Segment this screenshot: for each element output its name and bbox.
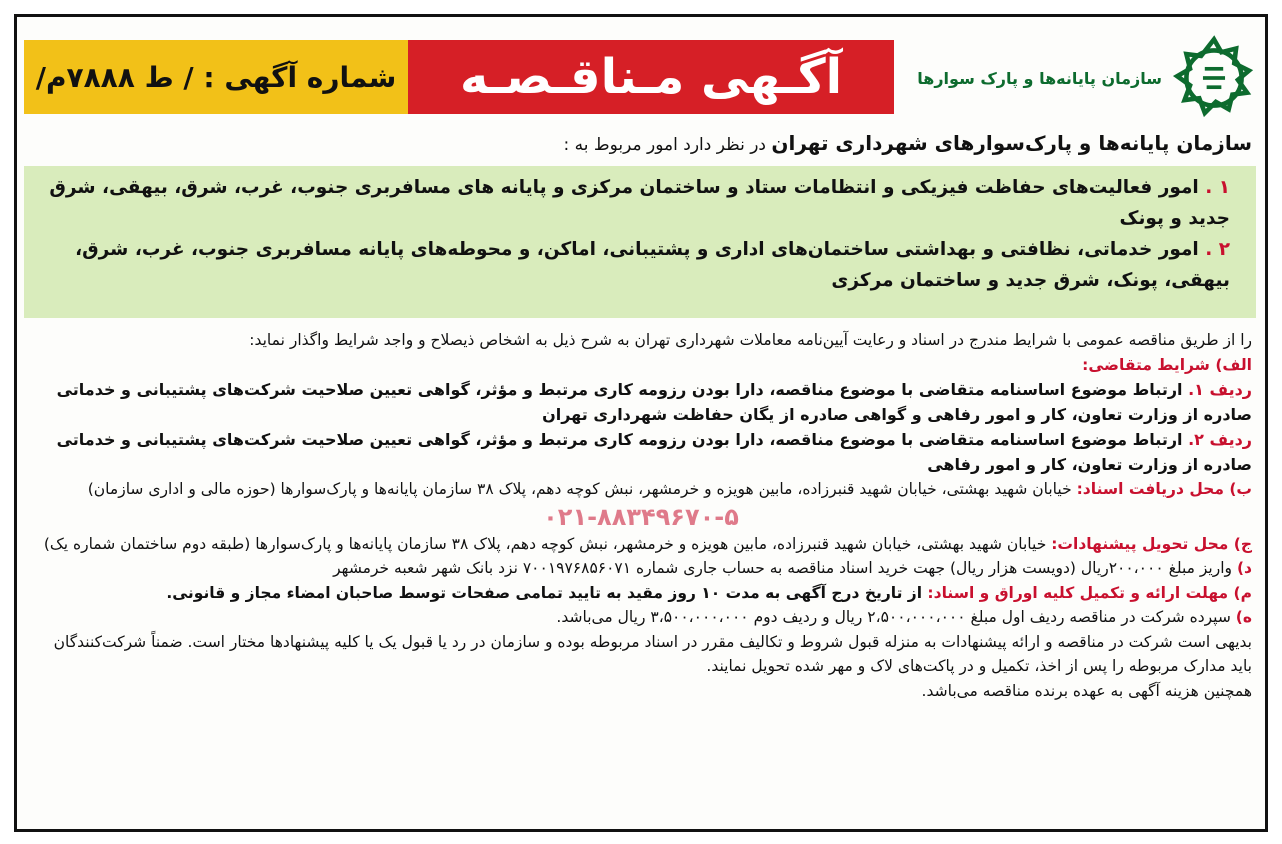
logo-caption: سازمان پایانه‌ها و پارک سوارها (917, 68, 1162, 88)
condition-row-1 (30, 377, 1252, 427)
scope-item-text: امور خدماتی، نظافتی و بهداشتی ساختمان‌های اداری و پشتیبانی، اماکن، و محوطه‌های پایانه مسافربری جنوب، غرب، شرق، بیهقی، پونک، شرق جدید و ساختمان مرکزی (75, 239, 1230, 291)
payment-text: واریز مبلغ ۲۰۰،۰۰۰ریال (دویست هزار ریال) جهت خرید اسناد مناقصه به حساب جاری شماره ۷۰۰۱۹۷۶۸۵۶۰۷۱ نزد بانک شهر شعبه خرمشهر (333, 559, 1237, 577)
scope-item-1 (34, 172, 1230, 234)
tender-line: را از طریق مناقصه عمومی با شرایط مندرج در اسناد و رعایت آیین‌نامه معاملات شهرداری تهران به شرح ذیل به اشخاص ذیصلاح و واجد شرایط واگذار نماید: (249, 331, 1252, 349)
payment-label: د) (1236, 559, 1252, 577)
scope-item-number: ۱ . (1205, 177, 1230, 198)
closing-paragraph: بدیهی است شرکت در مناقصه و ارائه پیشنهادات به منزله قبول شروط و تکالیف مقرر در اسناد مربوطه بوده و سازمان در رد یا قبول یک یا کلیه پیشنهادها مختار است. ضمناً شرکت‌کنندگان باید مدارک مربوطه را پس از اخذ، تکمیل و در پاکت‌های لاک و مهر شده تحویل نمایند. (53, 632, 1252, 675)
proposal-delivery-text: خیابان شهید بهشتی، خیابان شهید قنبرزاده، مابین هویزه و خرمشهر، نبش کوچه دهم، پلاک ۳۸ سازمان پایانه‌ها و پارک‌سوارها (طبقه دوم ساختمان شماره یک) (43, 534, 1052, 553)
conditions-heading: الف) شرایط متقاضی: (1082, 355, 1252, 374)
condition-row-2 (30, 427, 1252, 477)
tender-body (30, 328, 1252, 703)
tehran-municipality-logo-icon (1168, 32, 1260, 124)
closing-note: همچنین هزینه آگهی به عهده برنده مناقصه می‌باشد. (921, 681, 1252, 700)
deadline-text: از تاریخ درج آگهی به مدت ۱۰ روز مقید به تایید تمامی صفحات توسط صاحبان امضاء مجاز و قانونی. (166, 583, 928, 602)
phone-number: ۰۲۱-۸۸۳۴۹۶۷۰-۵ (543, 502, 739, 531)
intro-rest: در نظر دارد امور مربوط به : (563, 135, 772, 155)
org-logo (917, 26, 1260, 130)
organization-name: سازمان پایانه‌ها و پارک‌سوارهای شهرداری تهران (771, 131, 1252, 155)
condition-row-text: ارتباط موضوع اساسنامه متقاضی با موضوع مناقصه، دارا بودن رزومه کاری مرتبط و مؤثر، گواهی تعیین صلاحیت شرکت‌های پشتیبانی و خدماتی صادره از وزارت تعاون، کار و امور رفاهی و گواهی صادره از یگان حفاظت شهرداری تهران (56, 380, 1252, 424)
scope-item-number: ۲ . (1205, 239, 1230, 260)
scope-item-2 (34, 234, 1230, 296)
intro-line (32, 128, 1252, 160)
deposit-text: سپرده شرکت در مناقصه ردیف اول مبلغ ۲،۵۰۰،۰۰۰،۰۰۰ ریال و ردیف دوم ۳،۵۰۰،۰۰۰،۰۰۰ ریال می‌باشد. (556, 608, 1236, 626)
deposit (30, 605, 1252, 630)
doc-receipt (30, 477, 1252, 502)
ad-title-banner: آگـهی مـناقـصـه (408, 40, 894, 114)
deadline (30, 581, 1252, 606)
condition-row-label: ردیف ۲. (1188, 430, 1252, 449)
scope-box (24, 166, 1256, 318)
payment (30, 556, 1252, 581)
deadline-label: م) مهلت ارائه و تکمیل کلیه اوراق و اسناد: (927, 583, 1252, 602)
condition-row-text: ارتباط موضوع اساسنامه متقاضی با موضوع مناقصه، دارا بودن رزومه کاری مرتبط و مؤثر، گواهی تعیین صلاحیت شرکت‌های پشتیبانی و خدماتی صادره از وزارت تعاون، کار و امور رفاهی (56, 430, 1252, 474)
doc-receipt-text: خیابان شهید بهشتی، خیابان شهید قنبرزاده، مابین هویزه و خرمشهر، نبش کوچه دهم، پلاک ۳۸ سازمان پایانه‌ها و پارک‌سوارها (حوزه مالی و اداری سازمان) (87, 480, 1077, 498)
proposal-delivery-label: ج) محل تحویل پیشنهادات: (1051, 534, 1252, 553)
ad-number-banner: شماره آگهی : / ط ۷۸۸۸م/ (24, 40, 408, 114)
doc-receipt-label: ب) محل دریافت اسناد: (1076, 480, 1252, 498)
scope-item-text: امور فعالیت‌های حفاظت فیزیکی و انتظامات ستاد و ساختمان مرکزی و پایانه های مسافربری جنوب، غرب، شرق، بیهقی، شرق جدید و پونک (49, 177, 1230, 229)
condition-row-label: ردیف ۱. (1188, 380, 1252, 399)
proposal-delivery (30, 532, 1252, 557)
deposit-label: ه) (1235, 608, 1252, 626)
